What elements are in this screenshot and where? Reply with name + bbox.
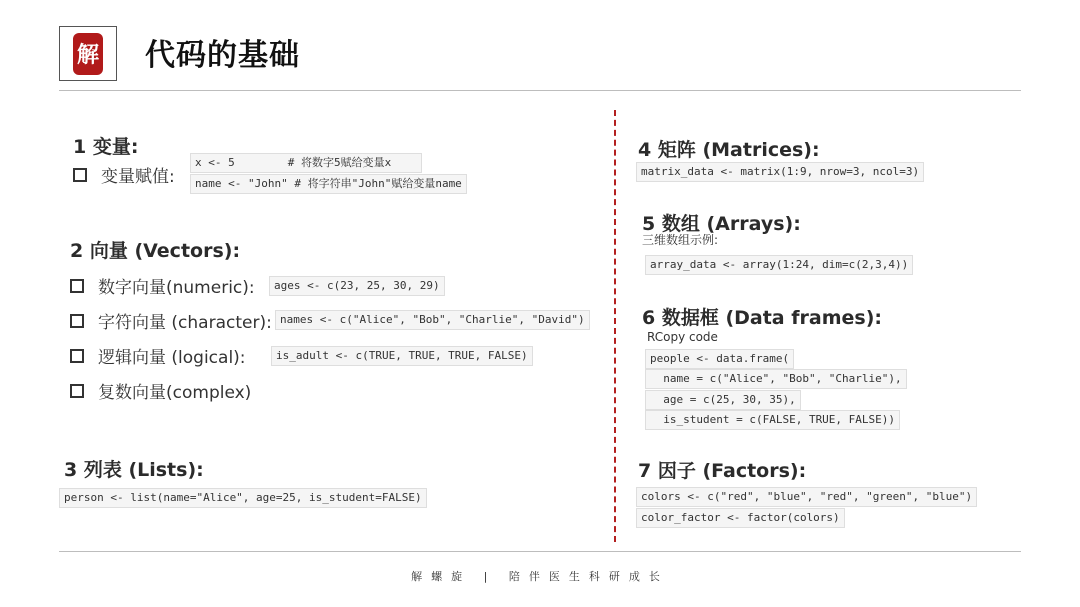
numeric-vector-item bbox=[70, 273, 255, 298]
logical-vector-item bbox=[70, 343, 246, 368]
section-3-heading: 3 列表 (Lists): bbox=[64, 459, 204, 481]
code-factor-create: color_factor <- factor(colors) bbox=[636, 508, 845, 528]
top-divider bbox=[59, 90, 1021, 91]
code-logical-vector: is_adult <- c(TRUE, TRUE, TRUE, FALSE) bbox=[271, 346, 533, 366]
code-factor-colors: colors <- c("red", "blue", "red", "green", "blue") bbox=[636, 487, 977, 507]
section-5-heading: 5 数组 (Arrays): bbox=[642, 213, 801, 235]
character-vector-label: 字符向量 (character): bbox=[98, 313, 272, 333]
logical-vector-label: 逻辑向量 (logical): bbox=[98, 348, 246, 368]
code-dataframe-line-1: people <- data.frame( bbox=[645, 349, 794, 369]
code-matrix: matrix_data <- matrix(1:9, nrow=3, ncol=3) bbox=[636, 162, 924, 182]
section-4-heading: 4 矩阵 (Matrices): bbox=[638, 139, 820, 161]
checkbox-icon bbox=[70, 314, 84, 328]
code-variable-x: x <- 5 # 将数字5赋给变量x bbox=[190, 153, 422, 173]
code-numeric-vector: ages <- c(23, 25, 30, 29) bbox=[269, 276, 445, 296]
column-divider bbox=[614, 110, 616, 542]
bottom-divider bbox=[59, 551, 1021, 552]
seal-logo: 解 bbox=[73, 33, 103, 75]
code-dataframe-line-3: age = c(25, 30, 35), bbox=[645, 390, 801, 410]
code-dataframe-line-4: is_student = c(FALSE, TRUE, FALSE)) bbox=[645, 410, 900, 430]
checkbox-icon bbox=[70, 384, 84, 398]
code-variable-name: name <- "John" # 将字符串"John"赋给变量name bbox=[190, 174, 467, 194]
section-1-heading: 1 变量: bbox=[73, 136, 139, 158]
checkbox-icon bbox=[70, 349, 84, 363]
variable-assign-label: 变量赋值: bbox=[101, 167, 175, 187]
logo bbox=[59, 26, 117, 81]
checkbox-icon bbox=[70, 279, 84, 293]
page-title: 代码的基础 bbox=[145, 38, 300, 73]
code-list: person <- list(name="Alice", age=25, is_student=FALSE) bbox=[59, 488, 427, 508]
character-vector-item bbox=[70, 308, 272, 333]
footer-text: 解螺旋 | 陪伴医生科研成长 bbox=[411, 570, 669, 583]
complex-vector-item bbox=[70, 378, 251, 403]
checkbox-icon bbox=[73, 168, 87, 182]
complex-vector-label: 复数向量(complex) bbox=[98, 383, 252, 403]
section-6-heading: 6 数据框 (Data frames): bbox=[642, 307, 882, 329]
code-dataframe-line-2: name = c("Alice", "Bob", "Charlie"), bbox=[645, 369, 907, 389]
variable-assign-item bbox=[73, 162, 175, 187]
code-array: array_data <- array(1:24, dim=c(2,3,4)) bbox=[645, 255, 913, 275]
rcopy-note: RCopy code bbox=[647, 330, 718, 344]
section-2-heading: 2 向量 (Vectors): bbox=[70, 240, 241, 262]
section-7-heading: 7 因子 (Factors): bbox=[638, 460, 807, 482]
code-character-vector: names <- c("Alice", "Bob", "Charlie", "David") bbox=[275, 310, 590, 330]
numeric-vector-label: 数字向量(numeric): bbox=[98, 278, 255, 298]
array-note: 三维数组示例: bbox=[642, 233, 719, 247]
